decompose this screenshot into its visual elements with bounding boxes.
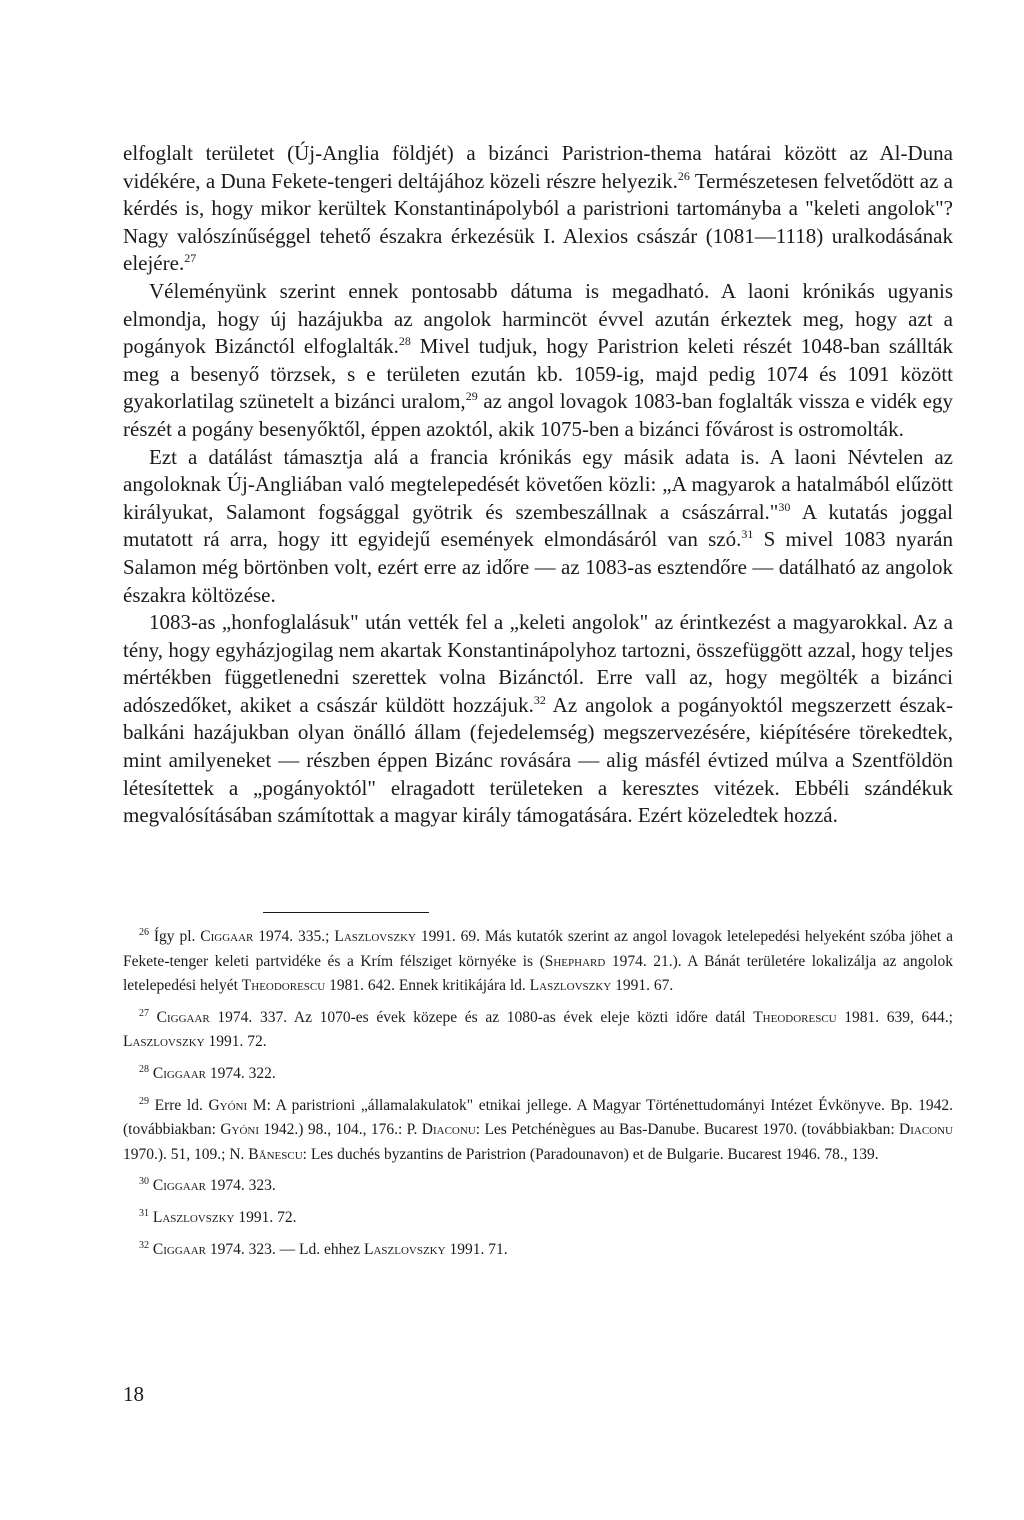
- footnote-ref-30[interactable]: 30: [778, 499, 791, 514]
- footnote-32: $^{32}$ Ciggaar 1974. 323. — Ld. ehhez Laszlovszky 1991. 71.: [139, 1239, 508, 1258]
- footnotes: [123, 925, 953, 1269]
- footnote-31: $^{31}$ Laszlovszky 1991. 72.: [139, 1207, 297, 1226]
- footnote-27: $^{27}$ Ciggaar 1974. 337. Az 1070-es évek közepe és az 1080-as évek eleje közti időre datál Theodorescu 1981. 639, 644.; Laszlovszky 1991. 72.: [123, 1007, 953, 1051]
- paragraph-4: 1083-as „honfoglalásuk" után vették fel a „keleti angolok" az érintkezést a magyarokkal. Az a tény, hogy egyházjogilag nem akartak Konstantinápolyhoz tartozni, összefüggött azzal, hogy teljes mértékben függetlenedni szerettek volna Bizánctól. Erre vall az, hogy megölték a bizánci adószedőket, akiket a császár küldött hozzájuk.$^{32}$ Az angolok a pogányoktól megszerzett észak-balkáni hazájukban olyan önálló állam (fejedelemség) megszervezésére, kiépítésére törekedtek, mint amilyeneket — részben éppen Bizánc rovására — alig másfél évtized múlva a Szentföldön létesítettek a „pogányoktól" elragadott területeken a keresztes vitézek. Ebbéli szándékuk megvalósításában számítottak a magyar király támogatására. Ezért közeledtek hozzá.: [123, 610, 953, 828]
- footnote-ref-32[interactable]: 32: [533, 692, 546, 707]
- paragraph-3: Ezt a datálást támasztja alá a francia krónikás egy másik adata is. A laoni Névtelen az angoloknak Új-Angliában való megtelepedését követően közli: „A magyarok a hatalmából elűzött királyukat, Salamont fogsággal gyötrik és szembeszállnak a császárral."$^{30}$ A kutatás joggal mutatott rá arra, hogy itt egyidejű események elmondásáról van szó.$^{31}$ S mivel 1083 nyarán Salamon még börtönben volt, ezért erre az időre — az 1083-as esztendőre — datálható az angolok északra költözése.: [123, 444, 954, 607]
- footnote-ref-28[interactable]: 28: [398, 334, 411, 349]
- footnote-number: 29: [139, 1095, 149, 1107]
- footnote-ref-31[interactable]: 31: [741, 527, 754, 542]
- footnote-ref-29[interactable]: 29: [465, 389, 478, 404]
- paragraph-1: elfoglalt területet (Új-Anglia földjét) a bizánci Paristrion-thema határai között az Al-Duna vidékére, a Duna Fekete-tengeri deltájához közeli részre helyezik.$^{26}$ Természetesen felvetődött az a kérdés is, hogy mikor kerültek Konstantinápolyból a paristrioni tartományba a "keleti angolok"? Nagy valószínűséggel tehető északra érkezésük I. Alexios császár (1081—1118) uralkodásának elejére.$^{27}$: [123, 141, 953, 276]
- footnote-ref-27[interactable]: 27: [184, 251, 197, 266]
- footnote-30: $^{30}$ Ciggaar 1974. 323.: [139, 1176, 276, 1195]
- footnote-separator: [263, 912, 429, 913]
- footnote-29: $^{29}$ Erre ld. Gyóni M: A paristrioni „államalakulatok" etnikai jellege. A Magyar Történettudományi Intézet Évkönyve. Bp. 1942. (továbbiakban: Gyóni 1942.) 98., 104., 176.: P. Diaconu: Les Petchénègues au Bas-Danube. Bucarest 1970. (továbbiakban: Diaconu 1970.). 51, 109.; N. Bănescu: Les duchés byzantins de Paristrion (Paradounavon) et de Bulgarie. Bucarest 1946. 78., 139.: [123, 1095, 953, 1163]
- footnote-number: 28: [139, 1063, 149, 1075]
- footnote-number: 31: [139, 1207, 149, 1219]
- footnote-number: 26: [139, 927, 149, 938]
- footnote-26: $^{26}$ Így pl. Ciggaar 1974. 335.; Laszlovszky 1991. 69. Más kutatók szerint az angol lovagok letelepedési helyeként szóba jöhet a Fekete-tenger keleti partvidéke és a Krím félsziget környéke is (Shephard 1974. 21.). A Bánát területére lokalizálja az angolok letelepedési helyét Theodorescu 1981. 642. Ennek kritikájára ld. Laszlovszky 1991. 67.: [123, 927, 953, 995]
- footnote-number: 32: [139, 1239, 149, 1251]
- page-number: 18: [123, 1382, 144, 1406]
- footnote-ref-26[interactable]: 26: [677, 168, 690, 183]
- footnote-28: $^{28}$ Ciggaar 1974. 322.: [139, 1063, 276, 1082]
- footnote-number: 27: [139, 1007, 149, 1019]
- paragraph-2: Véleményünk szerint ennek pontosabb dátuma is megadható. A laoni krónikás ugyanis elmondja, hogy új hazájukba az angolok harmincöt évvel azután érkeztek meg, hogy azt a pogányok Bizánctól elfoglalták.$^{28}$ Mivel tudjuk, hogy Paristrion keleti részét 1048-ban szállták meg a besenyő törzsek, s e területen ezután kb. 1059-ig, majd pedig 1074 és 1091 között gyakorlatilag szünetelt a bizánci uralom,$^{29}$ az angol lovagok 1083-ban foglalták vissza e vidék egy részét a pogány besenyőktől, éppen azoktól, akik 1075-ben a bizánci fővárost is ostromolták.: [123, 278, 953, 441]
- main-text: [123, 140, 953, 830]
- footnote-number: 30: [139, 1176, 149, 1188]
